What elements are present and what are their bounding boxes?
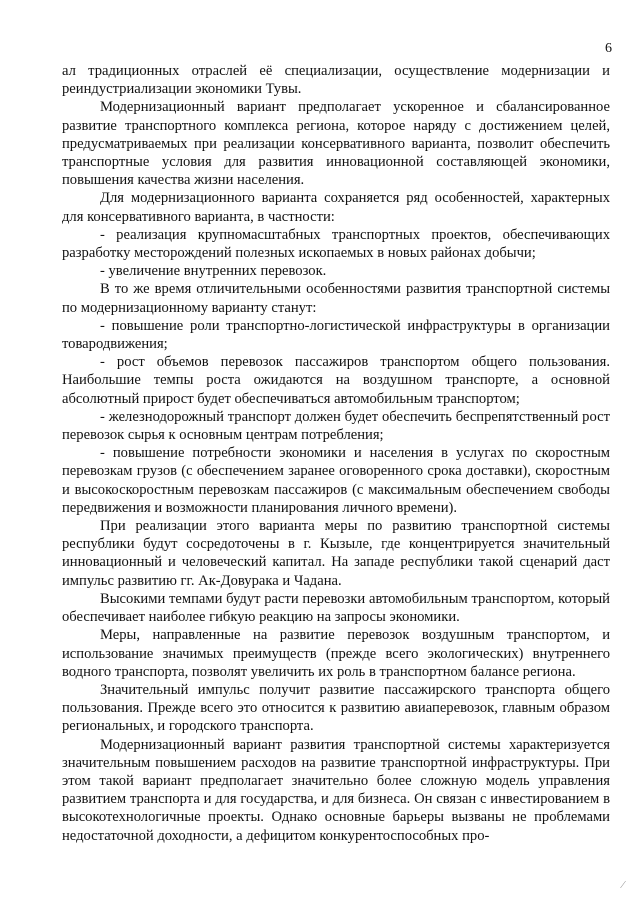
paragraph: - повышение роли транспортно-логистической инфраструктуры в организации товародвижения; <box>62 317 610 353</box>
paragraph: Модернизационный вариант развития транспортной системы характеризуется значительным повышением расходов на развитие транспортной инфраструктуры. При этом такой вариант предполагает значительно более сложную модель управления развитием транспорта и для государства, и для бизнеса. Он связан с инвестированием в высокотехнологичные проекты. Однако основные барьеры вызваны не проблемами недостаточной доходности, а дефицитом конкурентоспособных про- <box>62 736 610 844</box>
paragraph: - рост объемов перевозок пассажиров транспортом общего пользования. Наибольшие темпы роста ожидаются на воздушном транспорте, а основной абсолютный прирост будет обеспечиваться автомобильным транспортом; <box>62 354 610 407</box>
paragraph: - железнодорожный транспорт должен будет обеспечить беспрепятственный рост перевозок сырья к основным центрам потребления; <box>62 408 610 444</box>
paragraph: - увеличение внутренних перевозок. <box>100 263 327 280</box>
paragraph: Высокими темпами будут расти перевозки автомобильным транспортом, который обеспечивает наиболее гибкую реакцию на запросы экономики. <box>62 590 610 626</box>
corner-mark: ⁄ <box>622 879 624 891</box>
paragraph: При реализации этого варианта меры по развитию транспортной системы республики будут сосредоточены в г. Кызыле, где концентрируется значительный инновационный и человеческий капитал. На западе республики такой сценарий даст импульс развитию гг. Ак-Довурака и Чадана. <box>62 518 610 589</box>
paragraph: - реализация крупномасштабных транспортных проектов, обеспечивающих разработку месторождений полезных ископаемых в новых районах добычи; <box>62 226 610 262</box>
page-number: 6 <box>605 41 612 56</box>
paragraph: - повышение потребности экономики и населения в услугах по скоростным перевозкам грузов (с обеспечением заранее оговоренного срока доставки), скоростным и высокоскоростным перевозкам пассажиров (с максимальным обеспечением свободы передвижения и возможности планирования личного времени). <box>62 445 610 516</box>
paragraph: В то же время отличительными особенностями развития транспортной системы по модернизационному варианту станут: <box>62 281 610 316</box>
paragraph: ал традиционных отраслей её специализации, осуществление модернизации и реиндустриализации экономики Тувы. <box>62 63 610 98</box>
paragraph: Для модернизационного варианта сохраняется ряд особенностей, характерных для консервативного варианта, в частности: <box>62 190 610 225</box>
paragraph: Меры, направленные на развитие перевозок воздушным транспортом, и использование значимых преимуществ (прежде всего экологических) внутреннего водного транспорта, позволят увеличить их роль в транспортном балансе региона. <box>62 627 610 680</box>
document-body <box>62 62 610 845</box>
paragraph: Значительный импульс получит развитие пассажирского транспорта общего пользования. Прежде всего это относится к развитию авиаперевозок, главным образом региональных, и городского транспорта. <box>62 681 610 735</box>
paragraph: Модернизационный вариант предполагает ускоренное и сбалансированное развитие транспортного комплекса региона, которое наряду с достижением целей, предусматриваемых при реализации консервативного варианта, позволит обеспечить транспортные условия для развития инновационной составляющей экономики, повышения качества жизни населения. <box>62 99 610 189</box>
